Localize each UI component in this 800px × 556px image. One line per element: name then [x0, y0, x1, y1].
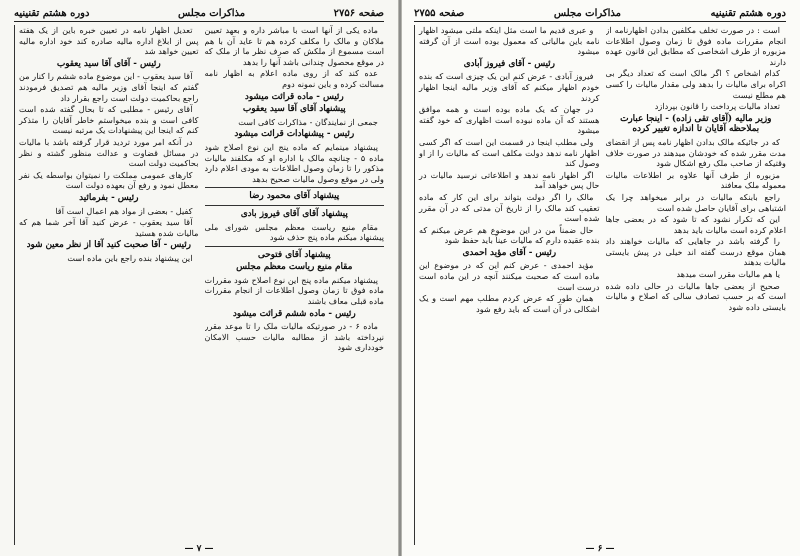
- paragraph: کفیل - بعضی از مواد هم اعمال است آقا: [55, 205, 193, 216]
- paragraph: همان طور که عرض کردم مطلب مهم است و یک اشکالی در آن است که باید رفع شود: [419, 293, 600, 314]
- divider: [205, 187, 385, 188]
- proposal-heading: پیشنهاد آقای محمود رضا: [249, 191, 340, 202]
- page-number: صفحه ۲۷۵۵: [414, 8, 465, 19]
- paragraph: مقام منیع ریاست معظم مجلس شورای ملی پیشنهاد میکنم ماده پنج حذف شود: [204, 221, 384, 243]
- paragraph: در آنکه امر مورد تردید قرار گرفته باشد با مالیات در مسائل قضاوت و عدالت منظور گشته و نظر بحاکمیت دولت است: [19, 136, 199, 169]
- page-number: صفحه ۲۷۵۶: [333, 8, 384, 19]
- speaker-heading: وزیر مالیه (آقای تقی زاده) - اینجا عبارت بملاحظه آقایان تا اندازه تغییر کرده: [620, 113, 772, 135]
- paragraph: آقا سید یعقوب - این موضوع ماده ششم را کنار من گفتم که اینجا آقای وزیر مالیه هم تصدیق فرمودند راجع بحاکمیت دولت است راجع بقرار داد: [19, 71, 199, 103]
- speaker-heading: رئیس - ماده قرائت میشود: [244, 91, 344, 102]
- paragraph: فیروز آبادی - عرض کنم این یک چیزی است که بنده خودم اظهار میکنم که آقای وزیر مالیه اینجا اظهار کردند: [419, 71, 600, 103]
- paragraph: آقا سید یعقوب - عرض کنید آقا آخر شما هم که مالیات شده هستید: [19, 217, 199, 238]
- paragraph: و عبری قدیم ما است مثل اینکه ملتی میشود اظهار نامه باین مالیاتی که معمول بوده است از آن گرفته میشود: [419, 25, 600, 57]
- paragraph: است : در صورت تخلف مکلفین بدادن اظهارنامه از انجام مقررات ماده فوق تا زمان وصول اطلاعات مزبوره از طرف اشخاصی که مطابق این قانون عهده دارند: [605, 25, 786, 67]
- proposal-heading: پیشنهاد آقای آقای فیروز بادی: [240, 208, 348, 219]
- paragraph: اگر اظهار نامه ندهد و اطلاعاتی نرسید مالیات در حال پس خواهد آمد: [419, 169, 600, 191]
- speaker-heading: رئیس - آقا صحبت کنید آقا از نظر معین شود: [26, 240, 191, 251]
- paragraph: ماده ۶ - در صورتیکه مالیات ملک را تا موعد مقرر نپرداخته باشد از مطالبه مالیات حسب الامکان خودداری شود: [204, 321, 384, 353]
- paragraph: کدام اشخاص ؟ اگر مالک است که تعداد دیگر بی اکراه برای مالیات را بدهد ولی مقدار مالیات را کسی هم مطلع نیست: [605, 68, 786, 100]
- column-left: [14, 25, 199, 545]
- paragraph: پیشنهاد مینمایم که ماده ینج این نوع اصلاح شود ماده ۵ - چنانچه مالک با اداره او که مکلفند مالیات مذکور را تا زمان وصول اطلاعات به مودی اعلام دارد ولی در موقع وصول مالیات صحیح بدهد: [204, 141, 384, 184]
- speaker-heading: رئیس - بفرمائید: [79, 192, 139, 203]
- column-left: [414, 25, 600, 545]
- divider: [205, 246, 385, 247]
- proposal-heading: پیشنهاد آقای آقا سید یعقوب: [242, 104, 346, 115]
- divider: [205, 205, 385, 206]
- paragraph: این پیشنهاد بنده راجع باین ماده است: [67, 252, 193, 263]
- session-label: دوره هشتم تقنینیه: [14, 8, 90, 19]
- paragraph: کارهای عمومی مملکت را نمیتوان بواسطه یک نفر معطل نمود و رفع آن بعهده دولت است: [19, 169, 199, 191]
- paragraph: مؤید احمدی - عرض کنم این که در موضوع این ماده است که صحبت میکنند آنچه در این ماده است درست است: [419, 260, 600, 292]
- paragraph: مزبوره از طرف آنها علاوه بر اطلاعات مالیات معموله ملک معافند: [605, 169, 786, 191]
- speaker-heading: رئیس - آقای فیروز آبادی: [463, 58, 555, 69]
- paragraph: آقای رئیس - مطلبی که تا بحال گفته شده است کافی است و بنده میخواستم خاطر آقایان را متذکر کنم که اینجا این پیشنهادات یک مرتبه نیست: [19, 104, 199, 136]
- paragraph: حال ضمناً من در این موضوع هم عرض میکنم که بنده عقیده دارم که مالیات عیناً باید حفظ شود: [419, 224, 600, 246]
- page-footer-number: — ۶ —: [585, 544, 615, 554]
- column-right: [606, 25, 787, 545]
- page-title: مذاکرات مجلس: [177, 8, 246, 19]
- paragraph: ماده یکی از آنها است با مباشر داره و بعهد تعیین ملاکان و مالک را مکلف کرده هم تا عاید آن با هم است مسموع از ملکش که صرف نظر ما از ملک که در موقع محصول چندانی باشد آنها را بدهد: [204, 25, 384, 67]
- paragraph: این که تکرار نشود که تا شود که در بعضی جاها اعلام کرده است مالیات باید بدهد: [605, 214, 786, 235]
- speaker-heading: رئیس - آقای آقا سید یعقوب: [56, 58, 161, 69]
- page-title: مذاکرات مجلس: [553, 8, 622, 19]
- paragraph: که در جائیکه مالک بدادن اظهار نامه پس از انقضای مدت مقرر شده که خودشان میدهند در صورت خلاف وقتیکه از صاحب ملک رفع اشکال شود: [605, 136, 786, 169]
- paragraph: تعداد مالیات پرداخت را قانون بپردازد: [654, 101, 780, 112]
- left-page-header: [14, 8, 384, 22]
- paragraph: راجع بابنکه مالیات در برابر میخواهد چرا یک اشتباهی برای آقایان حاصل شده است: [605, 191, 786, 213]
- paragraph: مالک را اگر دولت بتواند برای این کار که ماده تعقیب کند مالک را از تاریخ آن مدتی که در آن مقرر شده است: [419, 191, 600, 224]
- session-label: دوره هشتم تقنینیه: [710, 8, 786, 19]
- paragraph: ولی مطلب اینجا در قسمت این است که اگر کسی اظهار نامه ندهد دولت مکلف است که مالیات را از او وصول کند: [419, 136, 600, 169]
- right-page: [400, 0, 800, 556]
- right-page-columns: [414, 25, 786, 545]
- speaker-heading: رئیس - ماده ششم قرائت میشود: [232, 308, 356, 319]
- speaker-heading: رئیس - پیشنهادات قرائت میشود: [234, 129, 355, 140]
- left-page-columns: [14, 25, 384, 545]
- address-line: مقام منیع ریاست معظم مجلس: [236, 262, 353, 273]
- paragraph: پیشنهاد میکنم ماده پنج این نوع اصلاح شود مقررات ماده فوق تا زمان وصول اطلاعات از انجام مقررات ماده قبلی معاف باشند: [204, 274, 384, 307]
- paragraph: را گرفته باشد در جاهایی که مالیات خواهند داد همان موقع درست گفته اند خیلی در پیش بایستی مالیات بدهند: [605, 236, 786, 268]
- speaker-heading: رئیس - آقای مؤید احمدی: [462, 247, 556, 258]
- paragraph: در جهان که یک ماده بوده است و همه موافق هستند که آن ماده نبوده است اظهاری که خود گفته میشود: [419, 104, 600, 136]
- right-page-header: [414, 8, 786, 22]
- page-footer-number: — ۷ —: [184, 544, 214, 554]
- paragraph: جمعی از نمایندگان - مذاکرات کافی است: [238, 116, 378, 127]
- paragraph: صحیح از بعضی جاها مالیات در حالی داده شده است که بر حسب تصادف سالی که اصلاح و مالیات بایستی داده شود: [605, 280, 786, 312]
- column-right: [205, 25, 385, 545]
- paragraph: تعدیل اظهار نامه در تعیین خبره باین از یک هفته پس از ابلاغ اداره مالیه صادره کند خود اداره مالیه تعیین خواهد شد: [19, 25, 199, 57]
- book-gutter: [398, 0, 402, 556]
- paragraph: عده کند که از روی ماده اعلام به اظهار نامه مسالت کرده و باین نمونه دوم: [204, 68, 384, 89]
- proposal-heading: پیشنهاد آقای فتوحی: [257, 249, 331, 260]
- paragraph: یا هم مالیات مقرر است میدهد: [676, 269, 780, 280]
